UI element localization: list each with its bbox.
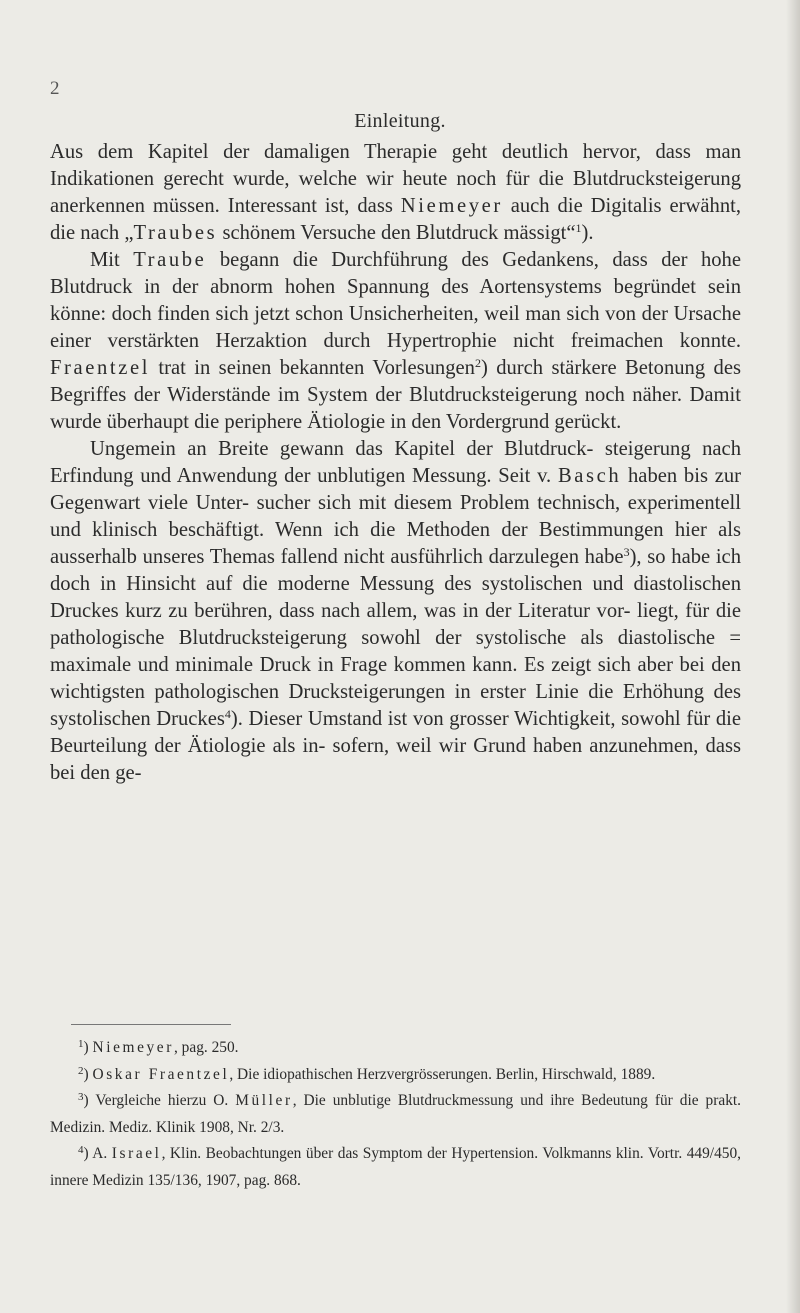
author-name: Basch [557, 465, 622, 487]
author-name: Traube [133, 249, 207, 271]
footnote-ref: 4 [224, 707, 231, 721]
footnote-author: Niemeyer [92, 1039, 174, 1056]
page-number: 2 [50, 78, 60, 99]
footnote-author: Müller [235, 1092, 293, 1109]
footnote: $^4$) A. Israel, Klin. Beobachtungen über das Symptom der Hypertension. Volkmanns klin. Vortr. 449/450, innere Medizin 135/136, 1907, pag. 868. [50, 1144, 742, 1189]
author-name: Fraentzel [50, 357, 151, 379]
footnote-ref: 3 [623, 545, 630, 559]
footnote: $^3$) Vergleiche hierzu O. Müller, Die unblutige Blutdruckmessung und ihre Bedeutung für die prakt. Medizin. Mediz. Klinik 1908, Nr. 2/3. [50, 1091, 742, 1136]
running-head: Einleitung. [354, 110, 446, 132]
footnote-divider [71, 1024, 231, 1025]
paragraph: Ungemein an Breite gewann das Kapitel der Blutdruck- steigerung nach Erfindung und Anwendung der unblutigen Messung. Seit v. Basch haben bis zur Gegenwart viele Unter- sucher sich mit diesem Problem technisch, experimentell und klinisch beschäftigt. Wenn ich die Methoden der Bestimmungen hier als ausserhalb unseres Themas fallend nicht ausführlich darzulegen habe$^3$), so habe ich doch in Hinsicht auf die moderne Messung des systolischen und diastolischen Druckes kurz zu berühren, dass nach allem, was in der Literatur vor- liegt, für die pathologische Blutdrucksteigerung sowohl der systolische als diastolische = maximale und minimale Druck in Frage kommen kann. Es zeigt sich aber bei den wichtigsten pathologischen Drucksteigerungen in erster Linie die Erhöhung des systolischen Druckes$^4$). Dieser Umstand ist von grosser Wichtigkeit, sowohl für die Beurteilung der Ätiologie als in- sofern, weil wir Grund haben anzunehmen, dass bei den ge- [50, 438, 742, 784]
author-name: Niemeyer [400, 195, 503, 217]
footnote-ref: 1 [575, 221, 582, 235]
footnotes [50, 1035, 741, 1194]
author-name: Traubes [133, 222, 218, 244]
footnote: $^2$) Oskar Fraentzel, Die idiopathischen Herzvergrösserungen. Berlin, Hirschwald, 1889. [78, 1064, 656, 1083]
footnote-ref: 2 [474, 356, 481, 370]
paragraph: Aus dem Kapitel der damaligen Therapie geht deutlich hervor, dass man Indikationen gerecht wurde, welche wir heute noch für die Blutdrucksteigerung anerkennen müssen. Interessant ist, dass Niemeyer auch die Digitalis erwähnt, die nach „Traubes schönem Versuche den Blutdruck mässigt“$^1$). [50, 141, 741, 244]
footnote: $^1$) Niemeyer, pag. 250. [78, 1038, 239, 1056]
footnote-author: Oskar Fraentzel [92, 1065, 230, 1083]
footnote-author: Israel [111, 1145, 162, 1162]
page-edge-shadow [786, 0, 800, 1313]
paragraph: Mit Traube begann die Durchführung des Gedankens, dass der hohe Blutdruck in der abnorm hohen Spannung des Aortensystems begründet sein könne: doch finden sich jetzt schon Unsicherheiten, weil man sich von der Ursache einer verstärkten Herzaktion durch Hypertrophie nicht freimachen konnte. Fraentzel trat in seinen bekannten Vorlesungen$^2$) durch stärkere Betonung des Begriffes der Widerstände im System der Blutdrucksteigerung noch näher. Damit wurde überhaupt die periphere Ätiologie in den Vordergrund gerückt. [50, 249, 741, 433]
main-text [50, 139, 741, 787]
